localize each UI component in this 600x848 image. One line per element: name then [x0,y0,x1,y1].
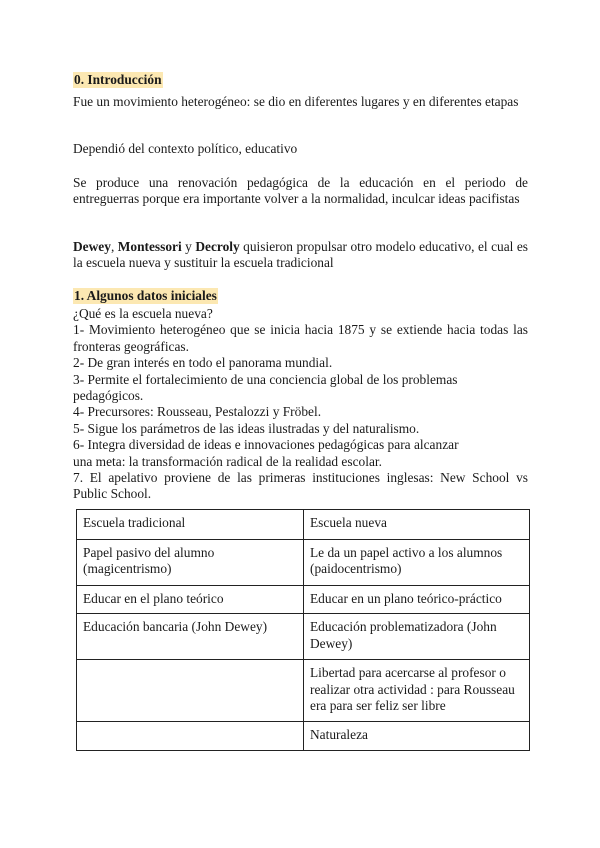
datos-question: ¿Qué es la escuela nueva? [73,306,213,321]
table-cell: Naturaleza [304,721,530,750]
datos-item-3a: 3- Permite el fortalecimiento de una conciencia global de los problemas [73,371,458,387]
datos-item-6a: 6- Integra diversidad de ideas e innovaciones pedagógicas para alcanzar [73,437,459,453]
intro-paragraph-1: Fue un movimiento heterogéneo: se dio en diferentes lugares y en diferentes etapas [73,94,519,109]
separator-2: y [181,239,196,254]
paragraph-4-rest: quisieron propulsar otro modelo educativo, el cual es la escuela nueva y sustituir la escuela tradicional [73,239,529,271]
name-decroly: Decroly [195,239,240,254]
datos-heading-line [73,288,528,304]
intro-paragraph-2: Dependió del contexto político, educativo [73,141,298,156]
table-cell: Educar en un plano teórico-práctico [304,586,530,614]
table-cell: Educación bancaria (John Dewey) [77,614,304,660]
datos-item-2: 2- De gran interés en todo el panorama mundial. [73,355,333,371]
table-cell: Libertad para acercarse al profesor o realizar otra actividad : para Rousseau era para ser feliz ser libre [304,660,530,721]
table-row [77,540,530,586]
table-cell: Le da un papel activo a los alumnos (paidocentrismo) [304,540,530,586]
intro-paragraph-3: Se produce una renovación pedagógica de la educación en el periodo de entreguerras porque era importante volver a la normalidad, inculcar ideas pacifistas [73,175,528,207]
name-dewey: Dewey [73,239,111,254]
intro-heading-line [73,72,528,88]
separator-1: , [110,239,118,254]
table-cell: Educación problematizadora (John Dewey) [304,614,530,660]
table-cell: Educar en el plano teórico [77,586,304,614]
table-cell: Papel pasivo del alumno (magicentrismo) [77,540,304,586]
datos-item-4: 4- Precursores: Rousseau, Pestalozzi y Fröbel. [73,404,322,420]
datos-item-1: 1- Movimiento heterogéneo que se inicia hacia 1875 y se extiende hacia todas las fronteras geográficas. [73,322,528,354]
table-row [77,510,530,540]
table-row [77,721,530,750]
table-row [77,614,530,660]
datos-item-6b: una meta: la transformación radical de la realidad escolar. [73,453,382,469]
datos-item-7: 7. El apelativo proviene de las primeras instituciones inglesas: New School vs Public School. [73,470,528,502]
comparison-table [76,509,530,751]
table-row [77,586,530,614]
datos-list [73,306,528,503]
table-cell: Escuela tradicional [77,510,304,540]
table-cell [77,721,304,750]
table-cell [77,660,304,721]
intro-heading: 0. Introducción [74,72,162,87]
intro-paragraph-4 [73,239,528,272]
datos-item-3b: pedagógicos. [73,388,144,404]
table-row [77,660,530,721]
datos-heading: 1. Algunos datos iniciales [74,288,217,303]
table-cell: Escuela nueva [304,510,530,540]
datos-item-5: 5- Sigue los parámetros de las ideas ilustradas y del naturalismo. [73,420,420,436]
name-montessori: Montessori [117,239,182,254]
